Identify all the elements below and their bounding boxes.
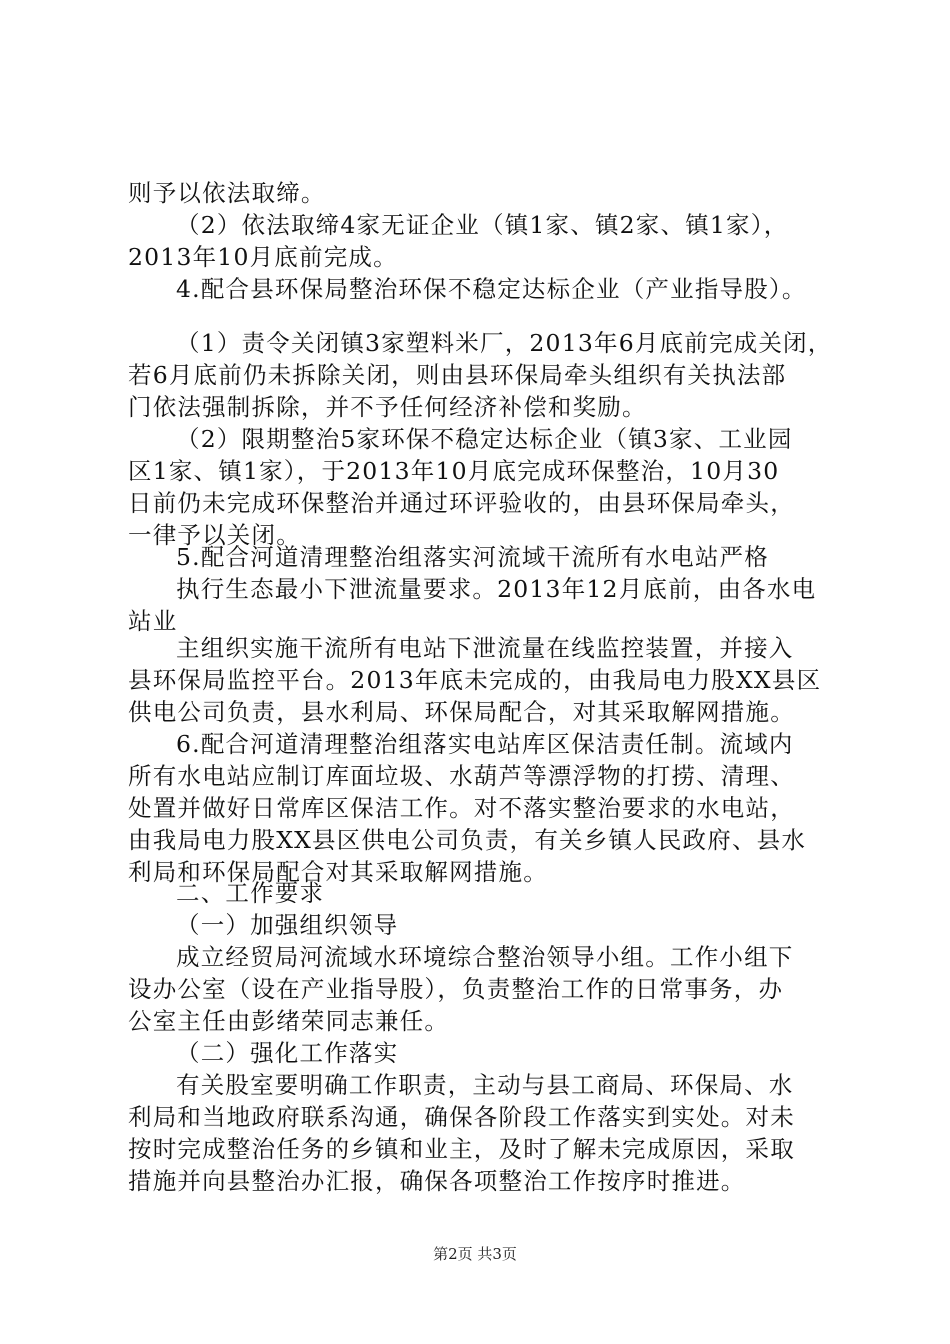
page-number: 第2页 共3页	[433, 1245, 517, 1263]
text-line: 2013年10月底前完成。	[128, 243, 398, 271]
text-line: 按时完成整治任务的乡镇和业主，及时了解未完成原因，采取	[128, 1135, 795, 1163]
text-line: 一律予以关闭。	[128, 521, 301, 549]
text-line: 执行生态最小下泄流量要求。2013年12月底前，由各水电	[176, 575, 817, 603]
text-line: 则予以依法取缔。	[128, 179, 326, 207]
text-line: 区1家、镇1家），于2013年10月底完成环保整治，10月30	[128, 457, 780, 485]
text-line: 成立经贸局河流域水环境综合整治领导小组。工作小组下	[176, 943, 794, 971]
text-line: 主组织实施干流所有电站下泄流量在线监控装置，并接入	[176, 634, 794, 662]
text-line: 利局和环保局配合对其采取解网措施。	[128, 858, 548, 886]
text-line: 所有水电站应制订库面垃圾、水葫芦等漂浮物的打捞、清理、	[128, 762, 795, 790]
subsection-heading: （一）加强组织领导	[176, 911, 399, 939]
text-line: 公室主任由彭绪荣同志兼任。	[128, 1007, 450, 1035]
text-line: （2）依法取缔4家无证企业（镇1家、镇2家、镇1家），	[176, 211, 789, 239]
text-line: （1）责令关闭镇3家塑料米厂，2013年6月底前完成关闭，	[176, 329, 833, 357]
text-line: 由我局电力股XX县区供电公司负责，有关乡镇人民政府、县水	[128, 826, 807, 854]
text-line: 处置并做好日常库区保洁工作。对不落实整治要求的水电站，	[128, 794, 795, 822]
text-line: 设办公室（设在产业指导股），负责整治工作的日常事务，办	[128, 975, 784, 1003]
text-line: 6.配合河道清理整治组落实电站库区保洁责任制。流域内	[176, 730, 794, 758]
text-line: 利局和当地政府联系沟通，确保各阶段工作落实到实处。对未	[128, 1103, 795, 1131]
text-line: 措施并向县整治办汇报，确保各项整治工作按序时推进。	[128, 1167, 746, 1195]
section-heading: 二、工作要求	[176, 879, 325, 907]
text-line: （2）限期整治5家环保不稳定达标企业（镇3家、工业园	[176, 425, 793, 453]
text-line: 门依法强制拆除，并不予任何经济补偿和奖励。	[128, 393, 647, 421]
text-line: 若6月底前仍未拆除关闭，则由县环保局牵头组织有关执法部	[128, 361, 787, 389]
text-line: 有关股室要明确工作职责，主动与县工商局、环保局、水	[176, 1071, 794, 1099]
text-line: 4.配合县环保局整治环保不稳定达标企业（产业指导股）。	[176, 275, 807, 303]
text-line: 5.配合河道清理整治组落实河流域干流所有水电站严格	[176, 543, 769, 571]
text-line: 日前仍未完成环保整治并通过环评验收的，由县环保局牵头，	[128, 489, 795, 517]
text-line: 县环保局监控平台。2013年底未完成的，由我局电力股XX县区	[128, 666, 822, 694]
text-line: 站业	[128, 607, 178, 635]
text-line: 供电公司负责，县水利局、环保局配合，对其采取解网措施。	[128, 698, 795, 726]
subsection-heading: （二）强化工作落实	[176, 1039, 399, 1067]
